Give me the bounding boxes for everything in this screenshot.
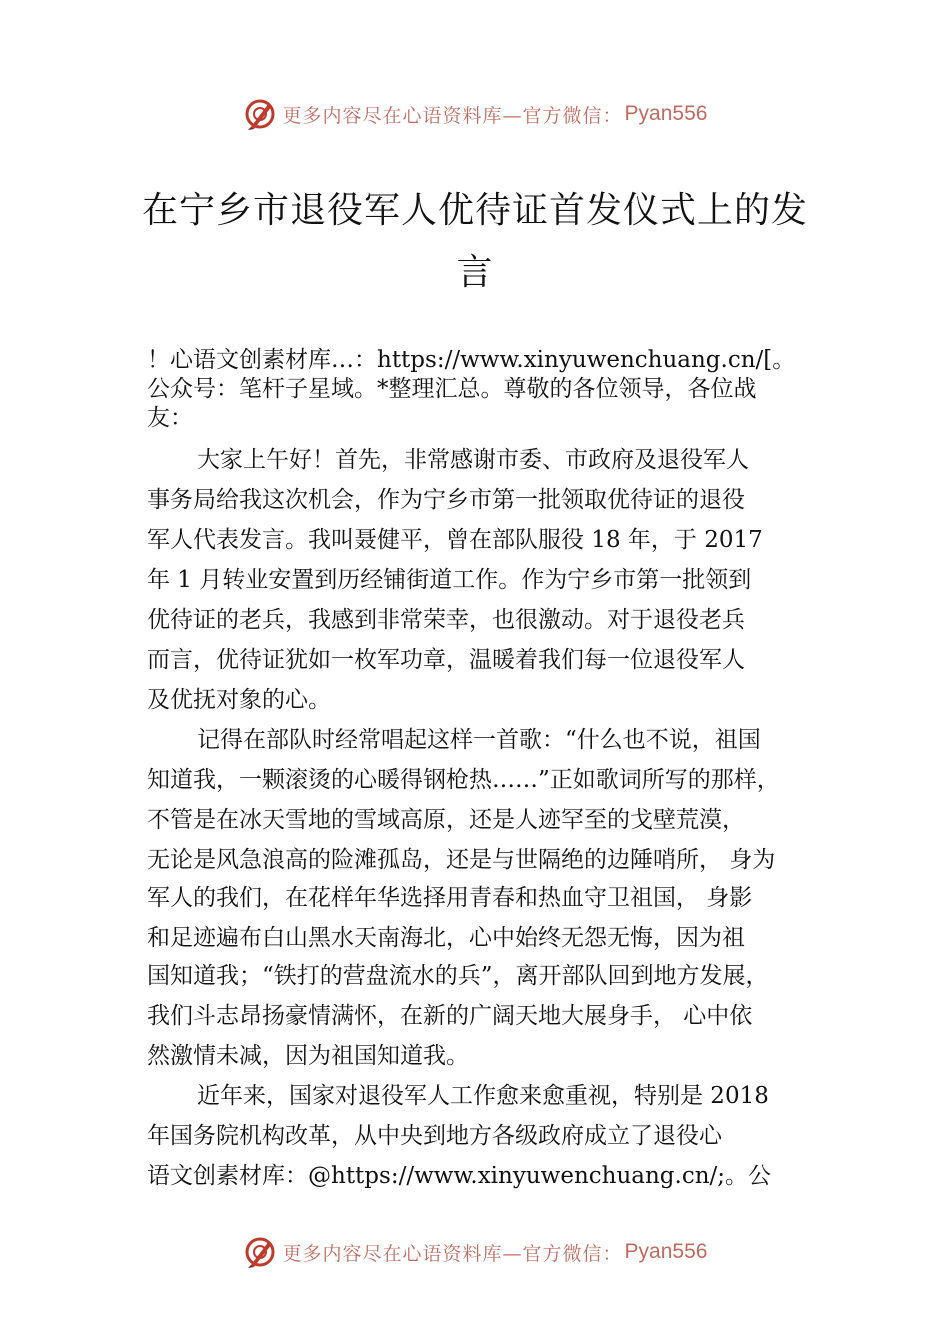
intro-line: ！心语文创素材库…：https://www.xinyuwenchuang.cn/[。	[147, 347, 796, 373]
pen-logo-icon	[243, 1235, 277, 1269]
banner-wechat-id: Pyan556	[624, 102, 708, 125]
title-line-2: 言	[456, 252, 494, 293]
body-line: 无论是风急浪高的险滩孤岛，还是与世隔绝的边陲哨所， 身为	[147, 847, 776, 873]
body-line: 军人代表发言。我叫聂健平，曾在部队服役 18 年，于 2017	[147, 527, 763, 553]
body-line: 我们斗志昂扬豪情满怀，在新的广阔天地大展身手， 心中依	[147, 1003, 753, 1029]
title-line-1: 在宁乡市退役军人优待证首发仪式上的发	[141, 190, 808, 231]
banner-wechat-id: Pyan556	[624, 1240, 708, 1263]
body-line: 及优抚对象的心。	[147, 687, 331, 713]
body-line: 和足迹遍布白山黑水天南海北，心中始终无怨无悔，因为祖	[147, 925, 745, 951]
pen-logo-icon	[243, 97, 277, 131]
footer-banner	[0, 1232, 950, 1272]
body-line: 优待证的老兵，我感到非常荣幸，也很激动。对于退役老兵	[147, 607, 745, 633]
body-line: 年国务院机构改革，从中央到地方各级政府成立了退役心	[147, 1123, 722, 1149]
intro-line: 公众号：笔杆子星域。*整理汇总。尊敬的各位领导，各位战	[147, 376, 757, 402]
banner-text: 更多内容尽在心语资料库—官方微信：	[282, 1242, 623, 1265]
document-title	[60, 180, 890, 304]
body-line: 不管是在冰天雪地的雪域高原，还是人迹罕至的戈壁荒漠，	[147, 807, 745, 833]
body-line: 事务局给我这次机会，作为宁乡市第一批领取优待证的退役	[147, 487, 745, 513]
body-line: 知道我，一颗滚烫的心暖得钢枪热……”正如歌词所写的那样，	[147, 767, 780, 793]
body-line: 军人的我们，在花样年华选择用青春和热血守卫祖国， 身影	[147, 885, 753, 911]
body-line: 国知道我；“铁打的营盘流水的兵”，离开部队回到地方发展，	[147, 963, 769, 989]
body-line: 而言，优待证犹如一枚军功章，温暖着我们每一位退役军人	[147, 647, 745, 673]
intro-line: 友：	[147, 405, 193, 431]
body-line: 语文创素材库：@https://www.xinyuwenchuang.cn/;。公	[147, 1163, 772, 1189]
header-banner	[0, 94, 950, 134]
intro-block	[147, 346, 827, 433]
banner-text: 更多内容尽在心语资料库—官方微信：	[282, 104, 623, 127]
body-line: 年 1 月转业安置到历经铺街道工作。作为宁乡市第一批领到	[147, 567, 752, 593]
body-line: 大家上午好！首先，非常感谢市委、市政府及退役军人	[197, 447, 749, 473]
body-line: 近年来，国家对退役军人工作愈来愈重视，特别是 2018	[197, 1083, 769, 1109]
body-line: 然激情未减，因为祖国知道我。	[147, 1043, 469, 1069]
body-line: 记得在部队时经常唱起这样一首歌：“什么也不说，祖国	[197, 727, 761, 753]
